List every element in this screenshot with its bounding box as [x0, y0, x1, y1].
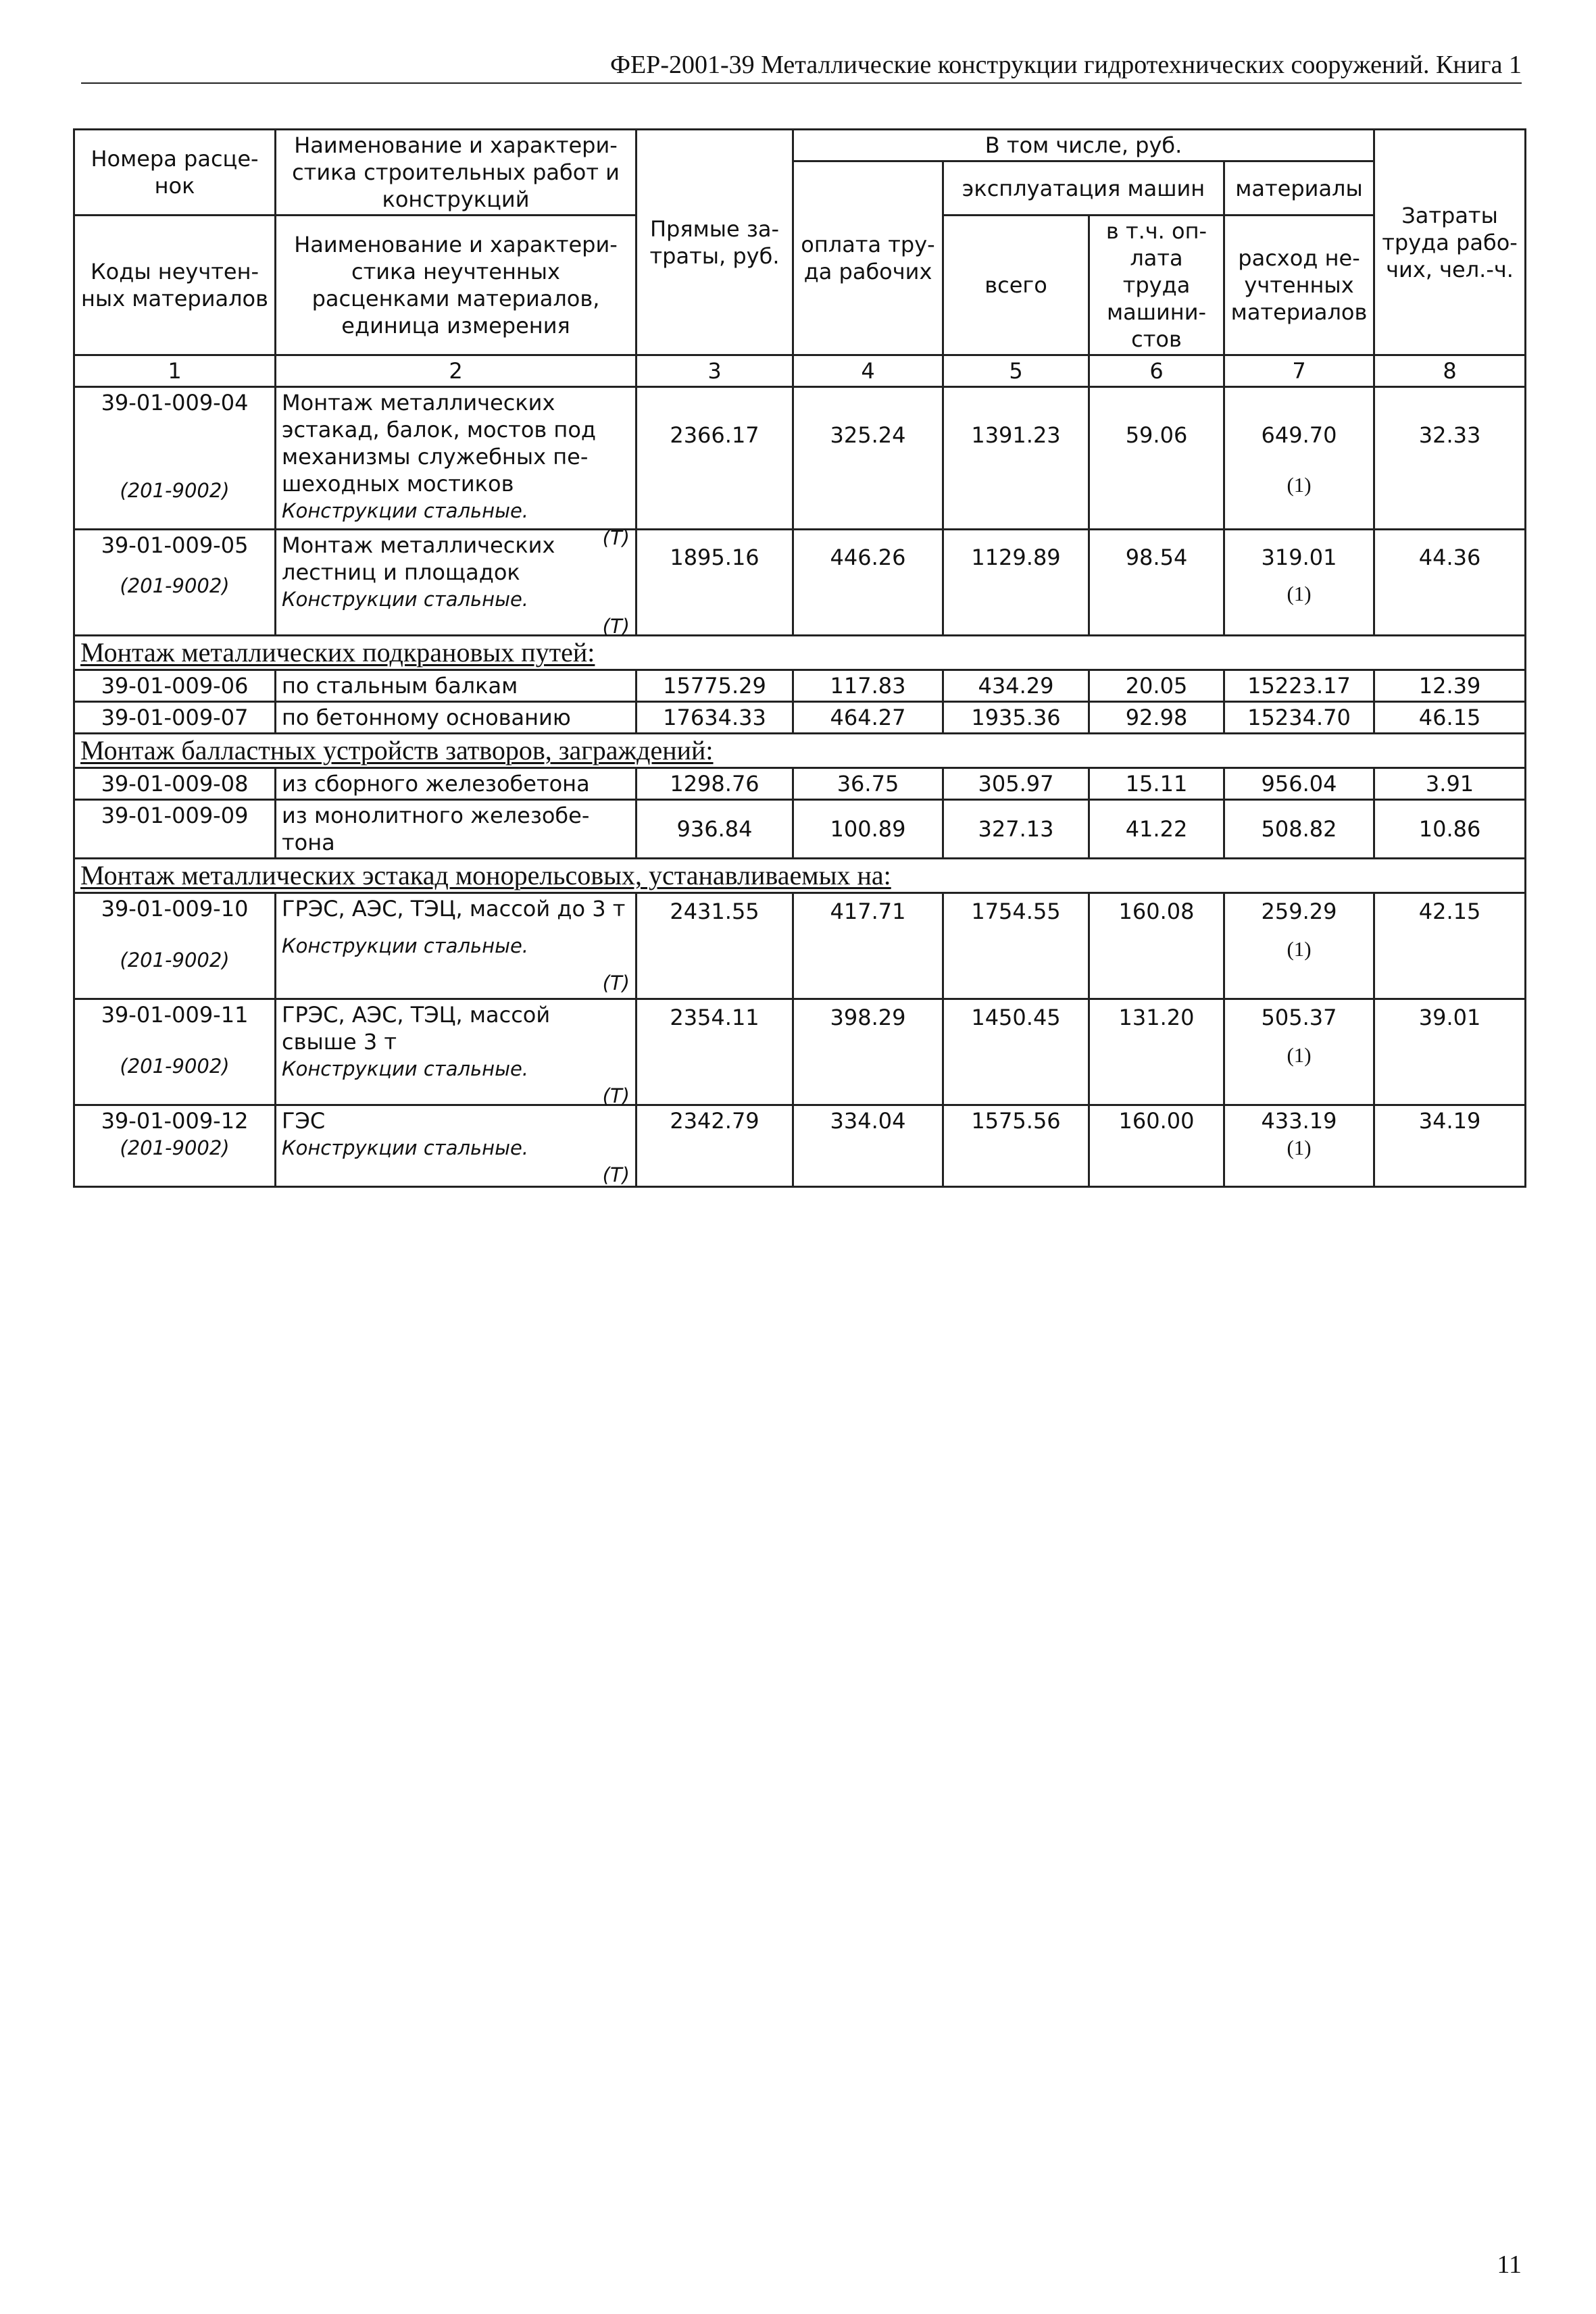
material-qty: (1) — [1287, 1043, 1312, 1067]
rate-code: 39-01-009-09 — [74, 800, 276, 859]
material-name: Конструкции стальные. — [282, 588, 529, 611]
machinists-pay: 160.00 — [1089, 1105, 1224, 1187]
material-code: (201-9002) — [120, 949, 230, 972]
rate-code: 39-01-009-12 — [101, 1108, 249, 1134]
labor-hours: 10.86 — [1374, 800, 1526, 859]
labor-hours: 32.33 — [1374, 387, 1526, 530]
material-qty: (1) — [1287, 937, 1312, 961]
header-row-1 — [74, 130, 1526, 161]
machines-total: 305.97 — [943, 768, 1089, 800]
labor-pay: 398.29 — [793, 999, 943, 1105]
section-heading: Монтаж металлических эстакад монорельсовых, устанавливаемых на: — [74, 859, 1526, 893]
direct-cost: 1298.76 — [637, 768, 793, 800]
header-rule — [81, 82, 1522, 84]
materials-cost: 15234.70 — [1224, 702, 1374, 734]
machines-total: 1391.23 — [943, 387, 1089, 530]
col-number: 5 — [943, 355, 1089, 387]
labor-hours: 12.39 — [1374, 670, 1526, 702]
direct-cost: 2342.79 — [637, 1105, 793, 1187]
section-heading: Монтаж балластных устройств затворов, заграждений: — [74, 734, 1526, 768]
rate-code: 39-01-009-11 — [101, 1002, 249, 1028]
work-name: ГРЭС, АЭС, ТЭЦ, массой до 3 т — [282, 896, 626, 922]
head-codes: Номера расце-нок — [74, 130, 276, 216]
work-name: из сборного железобетона — [276, 768, 637, 800]
machinists-pay: 92.98 — [1089, 702, 1224, 734]
materials-cost: 649.70 — [1261, 422, 1337, 448]
material-unit: (Т) — [602, 526, 630, 549]
direct-cost: 1895.16 — [637, 530, 793, 636]
rate-code: 39-01-009-04 — [101, 390, 249, 416]
labor-hours: 3.91 — [1374, 768, 1526, 800]
page-number: 11 — [1497, 2250, 1522, 2279]
material-unit: (Т) — [602, 972, 630, 995]
material-unit: (Т) — [602, 1084, 630, 1107]
rate-code: 39-01-009-08 — [74, 768, 276, 800]
labor-pay: 464.27 — [793, 702, 943, 734]
rate-code: 39-01-009-05 — [101, 532, 249, 558]
col-number: 1 — [74, 355, 276, 387]
table-row — [74, 800, 1526, 859]
head-labor-cost: Затраты труда рабо-чих, чел.-ч. — [1374, 130, 1526, 355]
page-header-title: ФЕР-2001-39 Металлические конструкции гидротехнических сооружений. Книга 1 — [609, 51, 1522, 79]
rate-code: 39-01-009-06 — [74, 670, 276, 702]
labor-pay: 36.75 — [793, 768, 943, 800]
head-direct: Прямые за-траты, руб. — [637, 130, 793, 355]
work-name: из монолитного железобе-тона — [276, 800, 637, 859]
section-row — [74, 859, 1526, 893]
head-labor: оплата тру-да рабочих — [793, 161, 943, 355]
material-name: Конструкции стальные. — [282, 499, 529, 522]
direct-cost: 2431.55 — [637, 893, 793, 999]
material-name: Конструкции стальные. — [282, 934, 529, 957]
head-mach-labor: в т.ч. оп-лата труда машини-стов — [1089, 216, 1224, 355]
machines-total: 1754.55 — [943, 893, 1089, 999]
material-code: (201-9002) — [120, 479, 230, 502]
machinists-pay: 160.08 — [1089, 893, 1224, 999]
work-name: ГЭС — [282, 1108, 326, 1134]
head-materials: материалы — [1224, 161, 1374, 216]
table-row — [74, 768, 1526, 800]
section-heading: Монтаж металлических подкрановых путей: — [74, 636, 1526, 670]
labor-pay: 325.24 — [793, 387, 943, 530]
material-unit: (Т) — [602, 1163, 630, 1186]
materials-cost: 505.37 — [1261, 1005, 1337, 1030]
col-number: 4 — [793, 355, 943, 387]
labor-hours: 39.01 — [1374, 999, 1526, 1105]
materials-cost: 15223.17 — [1224, 670, 1374, 702]
direct-cost: 2366.17 — [637, 387, 793, 530]
head-codes2: Коды неучтен-ных материалов — [74, 216, 276, 355]
work-name: ГРЭС, АЭС, ТЭЦ, массой свыше 3 т — [282, 1002, 551, 1055]
machinists-pay: 20.05 — [1089, 670, 1224, 702]
machines-total: 434.29 — [943, 670, 1089, 702]
machinists-pay: 131.20 — [1089, 999, 1224, 1105]
work-name: по стальным балкам — [276, 670, 637, 702]
rates-table — [73, 128, 1526, 1188]
table-row — [74, 999, 1526, 1105]
col-number: 7 — [1224, 355, 1374, 387]
head-incl: В том числе, руб. — [793, 130, 1374, 161]
table-row — [74, 387, 1526, 530]
labor-hours: 46.15 — [1374, 702, 1526, 734]
machines-total: 327.13 — [943, 800, 1089, 859]
machines-total: 1575.56 — [943, 1105, 1089, 1187]
section-row — [74, 734, 1526, 768]
labor-pay: 100.89 — [793, 800, 943, 859]
direct-cost: 17634.33 — [637, 702, 793, 734]
table-row — [74, 1105, 1526, 1187]
labor-pay: 117.83 — [793, 670, 943, 702]
materials-cost: 508.82 — [1224, 800, 1374, 859]
material-name: Конструкции стальные. — [282, 1136, 529, 1159]
labor-pay: 334.04 — [793, 1105, 943, 1187]
column-numbers-row — [74, 355, 1526, 387]
direct-cost: 15775.29 — [637, 670, 793, 702]
work-name: Монтаж металлических эстакад, балок, мостов под механизмы служебных пе-шеходных мостиков — [282, 390, 597, 497]
material-unit: (Т) — [602, 615, 630, 638]
machinists-pay: 15.11 — [1089, 768, 1224, 800]
head-machines: эксплуатация машин — [943, 161, 1224, 216]
col-number: 2 — [276, 355, 637, 387]
material-code: (201-9002) — [120, 1055, 230, 1078]
material-qty: (1) — [1287, 1136, 1312, 1159]
direct-cost: 2354.11 — [637, 999, 793, 1105]
material-code: (201-9002) — [120, 1136, 230, 1159]
machinists-pay: 59.06 — [1089, 387, 1224, 530]
material-qty: (1) — [1287, 473, 1312, 497]
section-row — [74, 636, 1526, 670]
col-number: 8 — [1374, 355, 1526, 387]
material-qty: (1) — [1287, 582, 1312, 605]
materials-cost: 956.04 — [1224, 768, 1374, 800]
machines-total: 1129.89 — [943, 530, 1089, 636]
rate-code: 39-01-009-07 — [74, 702, 276, 734]
machines-total: 1450.45 — [943, 999, 1089, 1105]
labor-hours: 44.36 — [1374, 530, 1526, 636]
labor-pay: 417.71 — [793, 893, 943, 999]
table-row — [74, 893, 1526, 999]
material-name: Конструкции стальные. — [282, 1057, 529, 1080]
direct-cost: 936.84 — [637, 800, 793, 859]
materials-cost: 259.29 — [1261, 899, 1337, 924]
table-row — [74, 702, 1526, 734]
machinists-pay: 41.22 — [1089, 800, 1224, 859]
material-code: (201-9002) — [120, 574, 230, 597]
table-row — [74, 530, 1526, 636]
col-number: 3 — [637, 355, 793, 387]
work-name: по бетонному основанию — [276, 702, 637, 734]
head-total: всего — [943, 216, 1089, 355]
machines-total: 1935.36 — [943, 702, 1089, 734]
head-name2: Наименование и характери-стика неучтенных расценками материалов, единица измерения — [276, 216, 637, 355]
labor-pay: 446.26 — [793, 530, 943, 636]
rate-code: 39-01-009-10 — [101, 896, 249, 922]
materials-cost: 319.01 — [1261, 545, 1337, 570]
table-row — [74, 670, 1526, 702]
labor-hours: 42.15 — [1374, 893, 1526, 999]
col-number: 6 — [1089, 355, 1224, 387]
work-name: Монтаж металлических лестниц и площадок — [282, 532, 555, 585]
machinists-pay: 98.54 — [1089, 530, 1224, 636]
head-name: Наименование и характери-стика строительных работ и конструкций — [276, 130, 637, 216]
labor-hours: 34.19 — [1374, 1105, 1526, 1187]
head-unaccounted: расход не-учтенных материалов — [1224, 216, 1374, 355]
materials-cost: 433.19 — [1261, 1108, 1337, 1134]
